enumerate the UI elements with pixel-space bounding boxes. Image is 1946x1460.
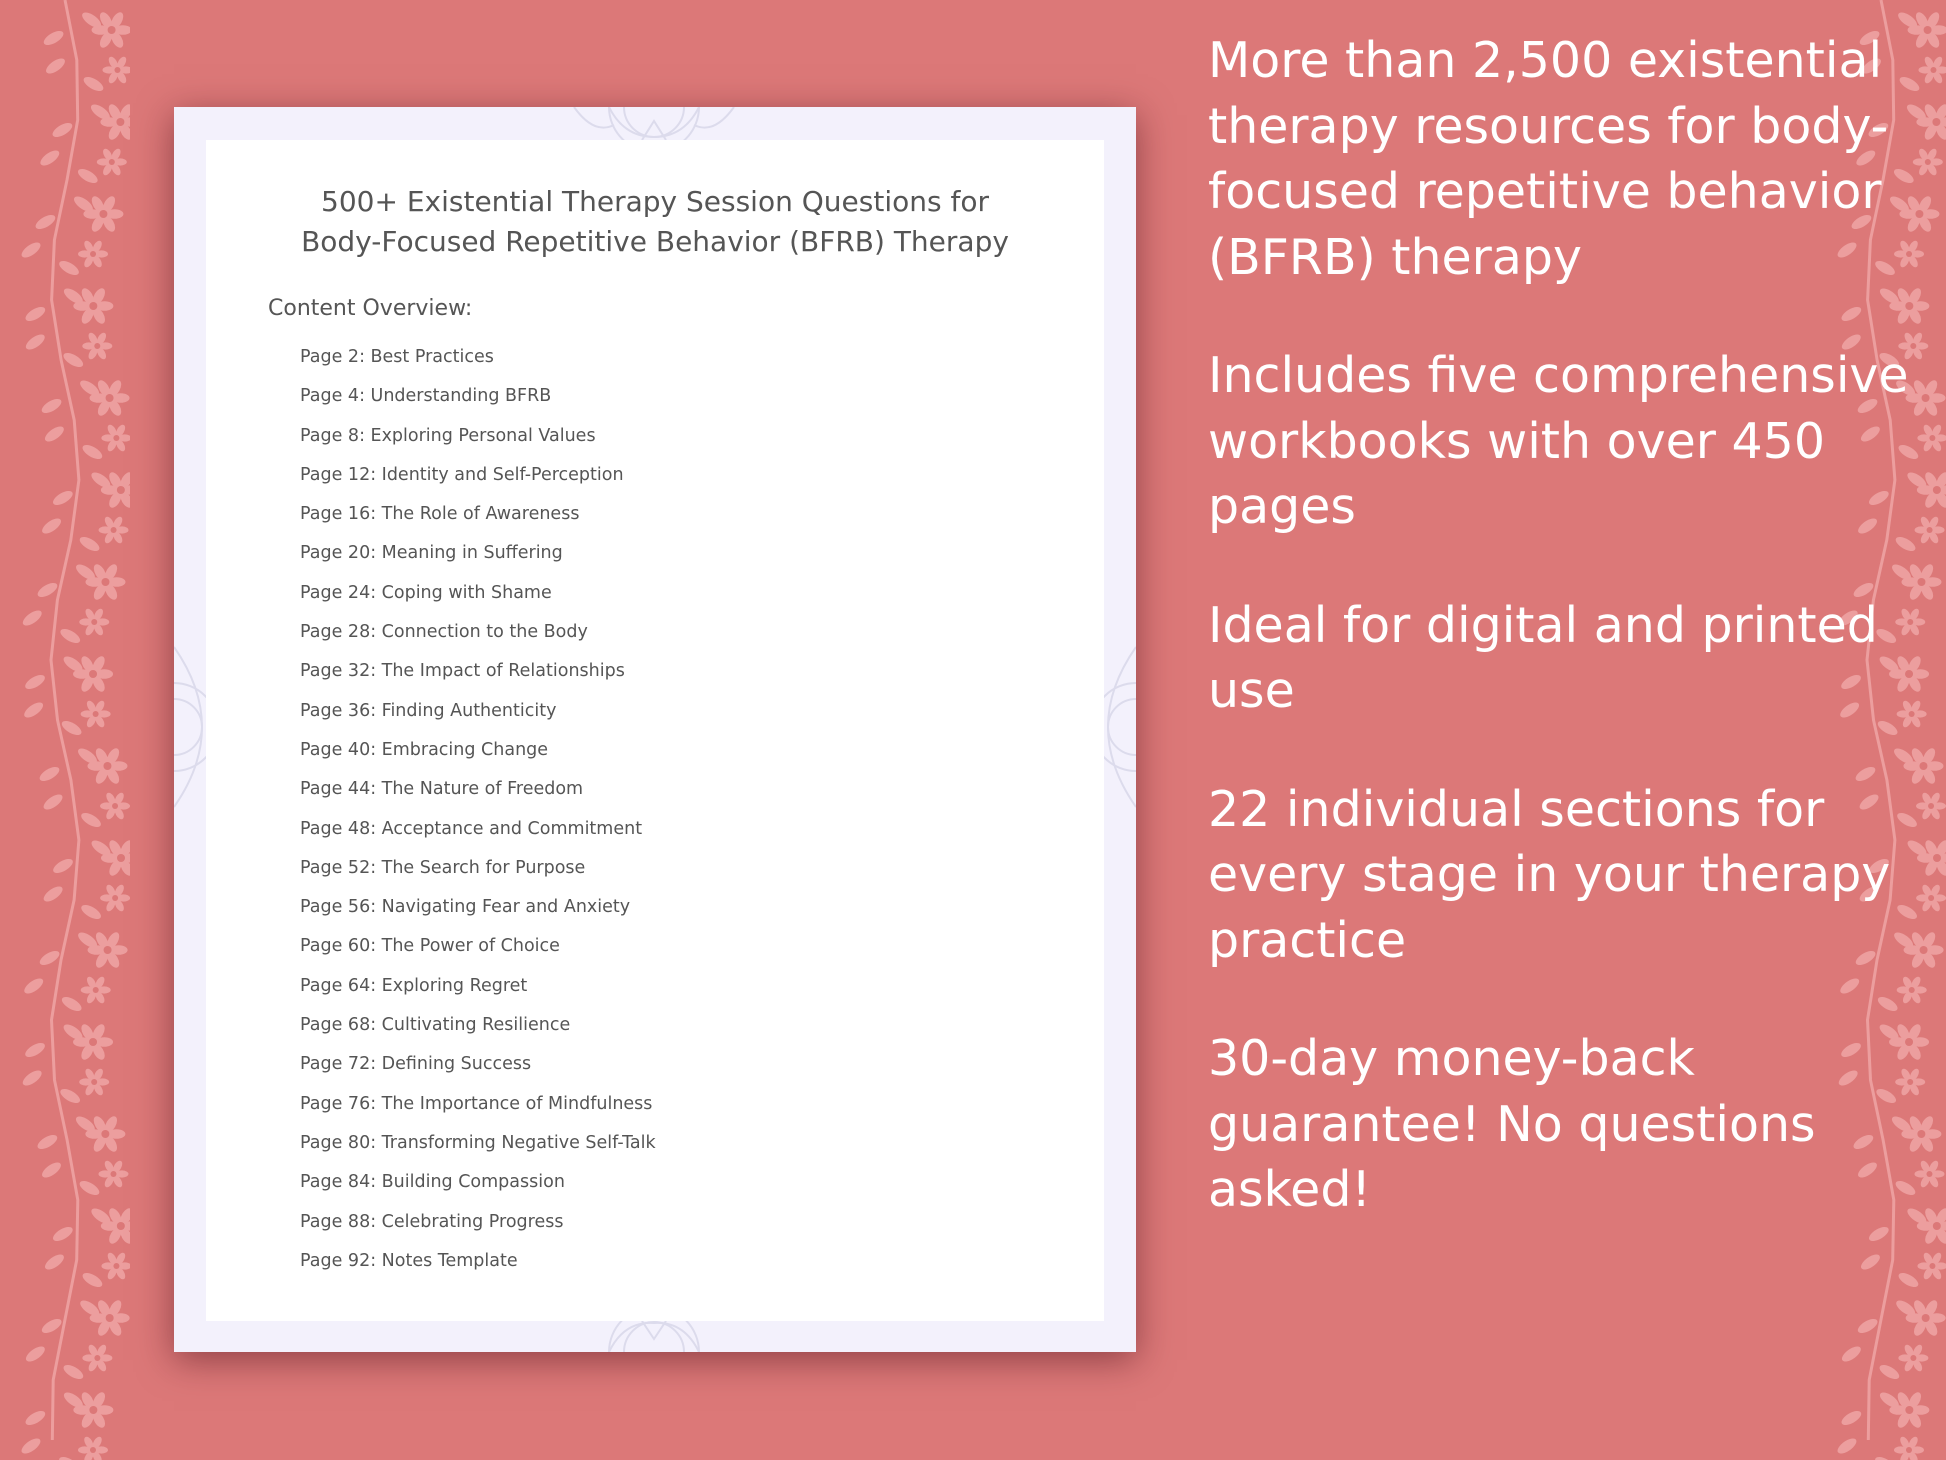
toc-item: Page 20: Meaning in Suffering	[300, 543, 563, 564]
toc-item: Page 12: Identity and Self-Perception	[300, 464, 624, 485]
toc-item: Page 2: Best Practices	[300, 347, 494, 367]
toc-item: Page 84: Building Compassion	[300, 1172, 565, 1193]
document-title	[206, 182, 1104, 262]
document-title-line1: 500+ Existential Therapy Session Questions for	[321, 185, 989, 218]
feature-resources: More than 2,500 existential therapy resources for body-focused repetitive behavior (BFRB) therapy	[1208, 32, 1889, 286]
toc-item: Page 48: Acceptance and Commitment	[300, 818, 643, 839]
mandala-ornament-top	[514, 107, 794, 140]
document-title-line2: Body-Focused Repetitive Behavior (BFRB) Therapy	[301, 225, 1009, 258]
feature-sections: 22 individual sections for every stage in your therapy practice	[1208, 780, 1891, 969]
toc-item: Page 32: The Impact of Relationships	[300, 661, 625, 682]
toc-item: Page 72: Defining Success	[300, 1054, 532, 1075]
feature-list	[1208, 28, 1928, 1276]
mandala-ornament-left	[174, 607, 206, 847]
mandala-ornament-right	[1104, 607, 1136, 847]
feature-workbooks: Includes five comprehensive workbooks with over 450 pages	[1208, 347, 1909, 535]
toc-item: Page 64: Exploring Regret	[300, 975, 528, 996]
toc-item: Page 52: The Search for Purpose	[300, 857, 586, 878]
document-page	[206, 140, 1104, 1321]
table-of-contents	[300, 342, 656, 1285]
toc-item: Page 40: Embracing Change	[300, 739, 549, 760]
content-overview-label: Content Overview:	[268, 296, 473, 321]
toc-item: Page 28: Connection to the Body	[300, 622, 588, 643]
toc-item: Page 80: Transforming Negative Self-Talk	[300, 1132, 656, 1153]
feature-guarantee: 30-day money-back guarantee! No questions asked!	[1208, 1030, 1816, 1218]
mandala-ornament-bottom	[514, 1321, 794, 1352]
toc-item: Page 8: Exploring Personal Values	[300, 425, 596, 446]
document-preview	[174, 107, 1136, 1352]
toc-item: Page 60: The Power of Choice	[300, 936, 560, 957]
toc-item: Page 36: Finding Authenticity	[300, 700, 557, 721]
toc-item: Page 92: Notes Template	[300, 1250, 518, 1271]
feature-digital-print: Ideal for digital and printed use	[1208, 596, 1878, 719]
toc-item: Page 4: Understanding BFRB	[300, 386, 552, 407]
toc-item: Page 76: The Importance of Mindfulness	[300, 1093, 653, 1114]
toc-item: Page 88: Celebrating Progress	[300, 1211, 564, 1232]
toc-item: Page 44: The Nature of Freedom	[300, 779, 584, 800]
toc-item: Page 16: The Role of Awareness	[300, 504, 580, 525]
floral-vine-left	[0, 0, 130, 1460]
toc-item: Page 56: Navigating Fear and Anxiety	[300, 897, 631, 918]
toc-item: Page 24: Coping with Shame	[300, 582, 552, 603]
toc-item: Page 68: Cultivating Resilience	[300, 1015, 571, 1036]
